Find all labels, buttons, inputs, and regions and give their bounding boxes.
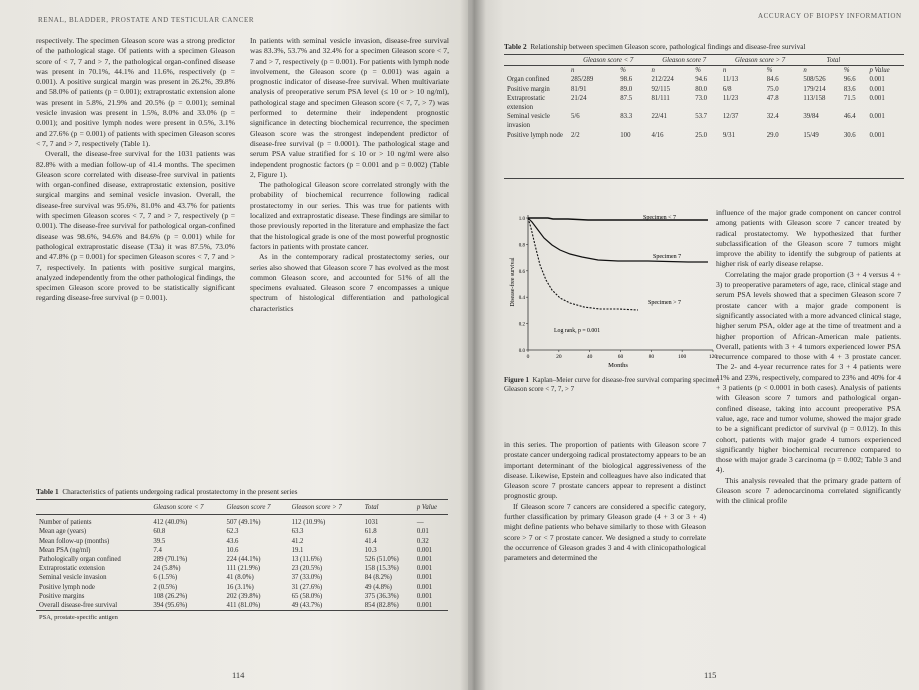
right-column-2 — [716, 208, 901, 507]
x-axis-label: Months — [608, 362, 628, 369]
y-tick-label: 0.4 — [518, 296, 525, 302]
table-cell: 0.32 — [416, 537, 429, 545]
table-cell: 21/24 — [571, 94, 587, 102]
table-cell: 32.4 — [766, 113, 779, 121]
paragraph: in this series. The proportion of patients with Gleason score 7 prostate cancer undergoing radical prostatectomy appears to be an important determinant of the biological aggressiveness of the disease. Likewise, Epstein and colleagues have also indicated that Gleason score 7 prostate cancers appear to represent a distinct prognostic group. — [504, 440, 706, 501]
left-column-2 — [250, 36, 449, 314]
table-cell: Mean follow-up (months) — [39, 537, 110, 545]
label-specimen-gt7: Specimen > 7 — [648, 300, 682, 306]
table2-label: Table 2 — [504, 42, 527, 51]
table1-header-cell: Gleason score 7 — [224, 503, 289, 515]
table-cell: 112 (10.9%) — [291, 519, 326, 527]
table-cell: 4/16 — [651, 131, 664, 139]
table1-caption-text: Characteristics of patients undergoing radical prostatectomy in the present series — [62, 487, 298, 496]
kaplan-meier-figure — [508, 210, 720, 380]
table-cell: 0.001 — [869, 131, 885, 139]
table2-caption — [504, 42, 805, 51]
label-specimen-lt7: Specimen < 7 — [643, 215, 677, 221]
paragraph: In patients with seminal vesicle invasion, disease-free survival was 83.3%, 53.7% and 32.4% for a specimen Gleason score < 7, 7 and > 7, respectively (p = 0.001). For patients with lymph node involvement, the Gleason score (p = 0.001) was again a prognostic indicator of disease-free survival. When multivariate analysis of preoperative serum PSA level (≤ 10 or > 10 ng/ml), pathological stage and specimen Gleason score (< 7, 7, > 7) was performed to determine their independent prognostic significance in detecting biochemical recurrence, the specimen Gleason score was the strongest independent predictor of disease-free survival (p = 0.0001). The pathological stage and serum PSA value stratified for ≤ 10 or > 10 ng/ml were also independent prognostic factors (p = 0.001 and p = 0.002) (Table 2, Figure 1). — [250, 36, 449, 179]
table-row — [504, 94, 904, 112]
table-cell: Positive lymph node — [507, 131, 563, 139]
table2-bottom-rule — [504, 178, 904, 179]
table-row — [36, 527, 448, 536]
table-cell: 508/526 — [803, 76, 826, 84]
book-gutter-shadow — [460, 0, 486, 690]
table2-sub-header: % — [695, 67, 701, 75]
table-cell: Pathologically organ confined — [39, 556, 121, 564]
label-specimen-7: Specimen 7 — [653, 254, 682, 260]
table-row — [36, 583, 448, 592]
table2-sub-header: p Value — [869, 67, 890, 75]
x-tick-label: 40 — [586, 354, 593, 360]
table-cell: 100 — [620, 131, 631, 139]
table-cell: 285/289 — [571, 76, 594, 84]
table-cell: 41.4 — [364, 537, 377, 545]
table1 — [36, 503, 448, 622]
table-cell: 23 (20.5%) — [291, 565, 323, 573]
y-tick-label: 0.8 — [518, 243, 525, 249]
table-cell: 108 (26.2%) — [153, 592, 188, 600]
logrank-label: Log rank, p = 0.001 — [554, 328, 601, 334]
x-tick-label: 120 — [708, 354, 718, 360]
table-cell: 526 (51.0%) — [364, 556, 399, 564]
table-cell: 84 (8.2%) — [364, 574, 392, 582]
table-cell: 19.1 — [291, 546, 304, 554]
table-cell: 43.6 — [226, 537, 239, 545]
table-cell: 83.3 — [620, 113, 633, 121]
paragraph: respectively. The specimen Gleason score was a strong predictor of the pathological stage. Of patients with a specimen Gleason score of < 7, 7 and > 7, the pathological organ-confined disease was present in 70.1%, 44.1% and 11.6%, respectively (p = 0.001). A positive surgical margin was present in 26.2%, 39.8% and 58.0% of patients (p = 0.001); extraprostatic extension alone was present in 5.8%, 21.9% and 20.5% (p = 0.001); seminal vesicle invasion was present in 1.5%, 8.0% and 33.0% (p = 0.001); and positive lymph nodes were present in 0.5%, 3.1% and 27.6% (p = 0.001) of patients with specimen Gleason scores < 7, 7 and > 7, respectively (Table 1). — [36, 36, 235, 148]
right-page — [468, 0, 919, 690]
table2 — [504, 56, 904, 140]
table1-header-cell: Gleason score < 7 — [150, 503, 223, 515]
table-cell: — — [416, 519, 424, 527]
table-cell: 0.001 — [416, 592, 433, 600]
table-cell: 179/214 — [803, 85, 826, 93]
table-cell: 9/31 — [722, 131, 735, 139]
table2-group-header: Gleason score > 7 — [720, 56, 800, 66]
table2-group-blank — [866, 56, 904, 66]
table-cell: 98.6 — [620, 76, 633, 84]
table-cell: 111 (21.9%) — [226, 565, 261, 573]
paragraph: Correlating the major grade proportion (3 + 4 versus 4 + 3) to preoperative parameters of age, race, clinical stage and serum PSA levels showed that a specimen Gleason score 7 prostate cancer with a major grade component is significantly associated with a more advanced clinical stage, higher serum PSA, older age at the time of treatment and a higher proportion of African-American male patients. Overall, patients with 3 + 4 tumors experienced lower PSA recurrence compared to those with 4 + 3 prostate cancer. The 2- and 4-year recurrence rates for 3 + 4 patients were 11% and 23%, respectively, compared to 23% and 40% for 4 + 3 patients (p < 0.0001 in both cases). Analysis of patients with Gleason score 7 tumors and pathological organ-confined disease, taking into account preoperative PSA value, age, race and tumor volume, showed the major grade to be a significant predictor of survival (p = 0.012). In this cohort, patients with major grade 4 tumors experienced significantly higher biochemical recurrence compared to those with major grade 3 carcinoma (p = 0.002; Table 3 and 4). — [716, 269, 901, 475]
table-cell: 15/49 — [803, 131, 819, 139]
table-cell: Organ confined — [507, 76, 550, 84]
table-cell: 80.0 — [695, 85, 708, 93]
x-tick-label: 60 — [617, 354, 624, 360]
table2-group-header: Gleason score 7 — [648, 56, 719, 66]
table-cell: 289 (70.1%) — [153, 556, 188, 564]
paragraph: This analysis revealed that the primary grade pattern of Gleason score 7 adenocarcinoma correlated significantly with the clinical profile — [716, 475, 901, 506]
y-axis-label: Disease-free survival — [510, 257, 516, 307]
table2-top-rule — [504, 54, 904, 55]
table-cell: 6/8 — [722, 85, 732, 93]
table-cell: 10.6 — [226, 546, 239, 554]
y-tick-label: 1.0 — [518, 217, 525, 222]
table-cell: 2 (0.5%) — [153, 583, 178, 591]
table-cell: 24 (5.8%) — [153, 565, 181, 573]
x-tick-label: 20 — [556, 354, 562, 360]
table-row — [36, 564, 448, 573]
table-cell: 83.6 — [843, 85, 856, 93]
table-cell: 96.6 — [843, 76, 856, 84]
y-tick-label: 0.0 — [518, 349, 525, 354]
table-cell: 7.4 — [153, 546, 162, 554]
table2-sub-header: n — [722, 67, 727, 75]
table-cell: 6 (1.5%) — [153, 574, 178, 582]
table2-caption-text: Relationship between specimen Gleason score, pathological findings and disease-free survival — [530, 42, 806, 51]
table-row — [36, 546, 448, 555]
paragraph: The pathological Gleason score correlated strongly with the probability of biochemical recurrence following radical prostatectomy in our series. This was true for patients with localized and extraprostatic disease. These findings are similar to those previously reported in the literature and emphasize the fact that the histological grade is one of the most powerful prognostic factors in patients with prostate cancer. — [250, 180, 449, 251]
table-cell: 63.3 — [291, 528, 304, 536]
table-row — [504, 131, 904, 140]
table-cell: 411 (81.0%) — [226, 602, 261, 610]
curve-specimen-gt7 — [528, 218, 638, 310]
table-cell: 49 (4.8%) — [364, 583, 392, 591]
table1-top-rule — [36, 499, 448, 500]
table-row — [504, 85, 904, 94]
table-cell: 202 (39.8%) — [226, 592, 261, 600]
table-cell: 0.001 — [416, 602, 433, 610]
table-cell: 39.5 — [153, 537, 166, 545]
table-cell: 73.0 — [695, 94, 708, 102]
table-cell: Extraprostatic extension — [507, 94, 546, 112]
paragraph: Overall, the disease-free survival for the 1031 patients was 82.8% with a median follow-up of 41.4 months. The specimen Gleason score correlated with disease-free survival in patients with organ-confined disease, extraprostatic extension, positive surgical margins and seminal vesicle invasion. Overall, the disease-free survival was 95.6%, 81.0% and 43.7% for patients with specimen Gleason scores < 7, 7 and > 7, respectively (p = 0.001). The disease-free survival for pathological organ-confined disease was 98.6%, 94.6% and 84.6% (p = 0.001) while for pathological extraprostatic disease (T3a) it was 87.5%, 73.0% and 47.8% (p = 0.001) for specimen Gleason scores < 7, 7 and > 7, respectively. In patients with positive surgical margins, analyzed independently from the other pathological findings, the specimen Gleason score proved to be statistically significant regarding disease-free survival (p = 0.001). — [36, 149, 235, 303]
table-cell: 89.0 — [620, 85, 633, 93]
table-row — [36, 515, 448, 528]
table-cell: Seminal vesicle invasion — [39, 574, 107, 582]
table-cell: 11/23 — [722, 94, 739, 102]
table-cell: 1031 — [364, 519, 379, 527]
table1-label: Table 1 — [36, 487, 59, 496]
table-row — [36, 601, 448, 611]
table-cell: 75.0 — [766, 85, 779, 93]
table-cell: 394 (95.6%) — [153, 602, 188, 610]
table-cell: Mean PSA (ng/ml) — [39, 546, 91, 554]
table-cell: 0.001 — [416, 574, 433, 582]
figure1-label: Figure 1 — [504, 376, 529, 384]
table1-header-cell: Total — [362, 503, 414, 515]
table-cell: 2/2 — [571, 131, 580, 139]
y-tick-label: 0.6 — [518, 269, 525, 275]
running-head-left: RENAL, BLADDER, PROSTATE AND TESTICULAR CANCER — [38, 16, 255, 24]
paragraph: If Gleason score 7 cancers are considered a specific category, further classification by primary Gleason grade (4 + 3 or 3 + 4) might define patients who behave similarly to those with Gleason score > 7 or < 7 prostate cancer. We designed a study to correlate the occurrence of Gleason grades 3 and 4 with clinicopathological parameters and determined the — [504, 501, 706, 563]
table-cell: 39/84 — [803, 113, 819, 121]
kaplan-meier-chart — [508, 210, 720, 370]
table2-sub-header: n — [651, 67, 655, 75]
table-cell: 10.3 — [364, 546, 377, 554]
y-tick-label: 0.2 — [518, 322, 525, 328]
table-cell: 81/91 — [571, 85, 587, 93]
table2-group-header: Total — [800, 56, 866, 66]
table1-header-cell: p Value — [414, 503, 448, 515]
table-cell: 0.001 — [416, 546, 433, 554]
table-cell: 65 (58.0%) — [291, 592, 323, 600]
table2-sub-header: % — [766, 67, 773, 75]
table-cell: 0.001 — [416, 556, 433, 564]
table-cell: 29.0 — [766, 131, 779, 139]
table2-corner-cell — [504, 56, 568, 66]
table1-caption — [36, 487, 297, 496]
running-head-right: ACCURACY OF BIOPSY INFORMATION — [758, 12, 902, 20]
table-cell: Mean age (years) — [39, 528, 87, 536]
table-cell: 94.6 — [695, 76, 708, 84]
paragraph: As in the contemporary radical prostatectomy series, our series also showed that Gleason score 7 has evolved as the most common Gleason score, and accounted for 51% of all the specimens evaluated. Gleason score 7 encompasses a unique spectrum of histological differentiation and pathological characteristics — [250, 252, 449, 313]
paragraph: influence of the major grade component on cancer control among patients with Gleason score 7 cancer treated by radical prostatectomy. We hypothesized that further subclassification of the Gleason score 7 tumors might improve the ability to identify the subgroup of patients at higher risk of early disease relapse. — [716, 208, 901, 269]
table-cell: 60.8 — [153, 528, 166, 536]
table-cell: Positive margin — [507, 85, 550, 93]
table-cell: 212/224 — [651, 76, 674, 84]
table-cell: 92/115 — [651, 85, 671, 93]
x-tick-label: 0 — [526, 354, 530, 360]
table-row — [36, 592, 448, 601]
table1-footnote: PSA, prostate-specific antigen — [36, 611, 448, 623]
table-cell: 62.3 — [226, 528, 239, 536]
table1-header-cell — [36, 503, 150, 515]
table2-sub-header: n — [803, 67, 807, 75]
table-row — [504, 75, 904, 84]
table2-sub-header: % — [843, 67, 850, 75]
right-column-1 — [504, 440, 706, 564]
table-cell: 13 (11.6%) — [291, 556, 322, 564]
table-cell: 31 (27.6%) — [291, 583, 323, 591]
table-cell: 412 (40.0%) — [153, 519, 188, 527]
table2-sub-header: % — [620, 67, 626, 75]
table-row — [504, 112, 904, 130]
page-number-right: 115 — [704, 670, 717, 680]
table-cell: 0.001 — [869, 113, 885, 121]
table1-header-cell: Gleason score > 7 — [289, 503, 362, 515]
table-cell: 25.0 — [695, 131, 708, 139]
table-cell: Extraprostatic extension — [39, 565, 105, 573]
table-cell: Positive lymph node — [39, 583, 95, 591]
figure1-caption-text: Kaplan–Meier curve for disease-free survival comparing specimen Gleason score < 7, 7, > 7 — [504, 376, 720, 394]
table-cell: 71.5 — [843, 94, 856, 102]
table-cell: 47.8 — [766, 94, 779, 102]
table-cell: 37 (33.0%) — [291, 574, 323, 582]
table-cell: 0.001 — [416, 565, 433, 573]
table-cell: 507 (49.1%) — [226, 519, 261, 527]
table-cell: 84.6 — [766, 76, 779, 84]
table-cell: 375 (36.3%) — [364, 592, 399, 600]
table-cell: 854 (82.8%) — [364, 602, 399, 610]
table-cell: 0.001 — [869, 85, 885, 93]
table2-sub-header: n — [571, 67, 575, 75]
table-cell: 61.8 — [364, 528, 377, 536]
table-cell: 0.01 — [416, 528, 429, 536]
table-cell: 12/37 — [722, 113, 739, 121]
table2-corner-cell — [504, 66, 568, 76]
table-row — [36, 573, 448, 582]
table-cell: 158 (15.3%) — [364, 565, 399, 573]
table2-group-header: Gleason score < 7 — [568, 56, 648, 66]
table-cell: 0.001 — [416, 583, 433, 591]
table-cell: 53.7 — [695, 113, 708, 121]
table-cell: 41.2 — [291, 537, 304, 545]
table-row — [36, 537, 448, 546]
table-cell: Positive margins — [39, 592, 85, 600]
table-cell: 22/41 — [651, 113, 667, 121]
table-cell: 0.001 — [869, 94, 885, 102]
table-cell: 5/6 — [571, 113, 580, 121]
curve-specimen-lt7 — [528, 218, 708, 220]
table-cell: 0.001 — [869, 76, 885, 84]
page-number-left: 114 — [232, 670, 245, 680]
figure1-caption — [504, 376, 724, 394]
table-cell: Number of patients — [39, 519, 92, 527]
x-tick-label: 100 — [678, 354, 687, 360]
table-cell: 113/158 — [803, 94, 826, 102]
left-column-1 — [36, 36, 235, 304]
table-cell: 81/111 — [651, 94, 670, 102]
table-cell: 30.6 — [843, 131, 856, 139]
table-cell: 49 (43.7%) — [291, 602, 323, 610]
table-cell: Overall disease-free survival — [39, 602, 118, 610]
x-tick-label: 80 — [648, 354, 655, 360]
table-cell: 11/13 — [722, 76, 739, 84]
table-row — [36, 555, 448, 564]
table-cell: 16 (3.1%) — [226, 583, 254, 591]
table-cell: 87.5 — [620, 94, 633, 102]
table-cell: 224 (44.1%) — [226, 556, 261, 564]
table-cell: Seminal vesicle invasion — [507, 113, 550, 130]
table-cell: 41 (8.0%) — [226, 574, 254, 582]
table-cell: 46.4 — [843, 113, 856, 121]
